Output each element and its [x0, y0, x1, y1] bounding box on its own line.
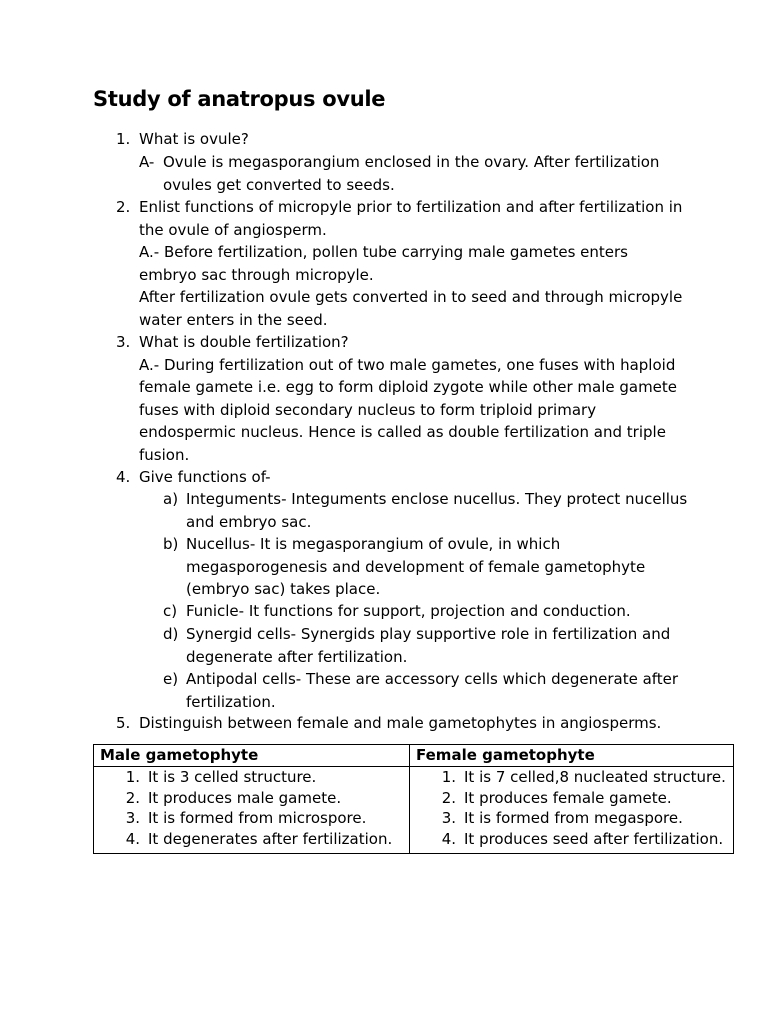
answer-line: A.- During fertilization out of two male gametes, one fuses with haploid [139, 355, 676, 374]
question-text [139, 196, 683, 331]
question-number: 4. [116, 468, 131, 486]
item-letter: b) [163, 535, 179, 553]
item-text [186, 668, 686, 713]
item-text [186, 623, 686, 668]
list-number: 1. [441, 768, 456, 786]
item-letter: d) [163, 625, 179, 643]
list-item [100, 767, 409, 788]
list-item [100, 829, 409, 850]
item-letter: c) [163, 602, 178, 620]
item-letter: e) [163, 670, 179, 688]
table-row [94, 767, 734, 854]
item-line: Synergid cells- Synergids play supportive role in fertilization and [186, 625, 671, 643]
page-title: Study of anatropus ovule [93, 87, 386, 111]
question-number: 2. [116, 198, 131, 216]
list-number: 3. [441, 809, 456, 828]
item-line: fertilization. [186, 692, 276, 711]
list-text: It is formed from microspore. [148, 809, 367, 828]
female-cell [410, 767, 734, 854]
list-text: It produces female gamete. [464, 788, 672, 807]
item-line: megasporogenesis and development of female gametophyte [186, 557, 646, 576]
answer-line: endospermic nucleus. Hence is called as double fertilization and triple [139, 423, 666, 441]
question-text [139, 466, 679, 489]
list-number: 1. [125, 768, 140, 786]
list-item [416, 808, 733, 829]
list-text: It is 3 celled structure. [148, 768, 317, 786]
question-number: 1. [116, 130, 131, 148]
male-cell [94, 767, 410, 854]
answer-line: female gamete i.e. egg to form diploid zygote while other male gamete [139, 378, 678, 396]
list-number: 3. [125, 809, 140, 828]
column-header-male: Male gametophyte [94, 745, 410, 767]
question-line: What is ovule? [139, 130, 249, 148]
answer-text [163, 151, 659, 174]
question-line: Enlist functions of micropyle prior to fertilization and after fertilization in [139, 198, 683, 216]
question-number: 3. [116, 333, 131, 351]
list-item [100, 788, 409, 809]
answer-text-cont [163, 174, 395, 197]
list-text: It is 7 celled,8 nucleated structure. [464, 768, 726, 786]
item-text [186, 600, 686, 623]
question-line: Give functions of- [139, 468, 271, 486]
item-line: Funicle- It functions for support, projection and conduction. [186, 602, 631, 620]
answer-marker: A- [139, 153, 155, 171]
question-line: What is double fertilization? [139, 333, 349, 351]
item-letter: a) [163, 490, 179, 508]
item-line: Integuments- Integuments enclose nucellus. They protect nucellus [186, 490, 688, 508]
item-line: and embryo sac. [186, 512, 312, 531]
column-header-female: Female gametophyte [410, 745, 734, 767]
question-text [139, 712, 679, 735]
question-text [139, 128, 679, 151]
list-number: 2. [441, 788, 456, 807]
question-number: 5. [116, 714, 131, 732]
table-header-row [94, 745, 734, 767]
answer-line: fuses with diploid secondary nucleus to form triploid primary [139, 400, 597, 419]
list-text: It degenerates after fertilization. [148, 830, 393, 849]
answer-line: After fertilization ovule gets converted in to seed and through micropyle [139, 288, 683, 306]
answer-line: embryo sac through micropyle. [139, 265, 374, 284]
list-number: 4. [125, 830, 140, 849]
item-text [186, 488, 686, 533]
list-item [100, 808, 409, 829]
list-text: It produces seed after fertilization. [464, 830, 724, 849]
answer-line: water enters in the seed. [139, 310, 328, 329]
answer-line: ovules get converted to seeds. [163, 175, 395, 194]
item-line: degenerate after fertilization. [186, 647, 408, 666]
list-number: 4. [441, 830, 456, 849]
item-line: Nucellus- It is megasporangium of ovule, in which [186, 535, 561, 553]
list-text: It produces male gamete. [148, 788, 342, 807]
item-line: (embryo sac) takes place. [186, 580, 381, 598]
list-item [416, 788, 733, 809]
answer-line: Ovule is megasporangium enclosed in the ovary. After fertilization [163, 153, 660, 171]
question-line: Distinguish between female and male gametophytes in angiosperms. [139, 714, 662, 732]
item-text [186, 533, 686, 601]
list-item [416, 767, 733, 788]
answer-line: fusion. [139, 445, 190, 464]
item-line: Antipodal cells- These are accessory cells which degenerate after [186, 670, 679, 688]
question-text [139, 331, 679, 466]
list-text: It is formed from megaspore. [464, 809, 683, 828]
list-item [416, 829, 733, 850]
comparison-table [93, 744, 734, 854]
question-line: the ovule of angiosperm. [139, 220, 327, 239]
answer-line: A.- Before fertilization, pollen tube carrying male gametes enters [139, 243, 628, 261]
list-number: 2. [125, 788, 140, 807]
